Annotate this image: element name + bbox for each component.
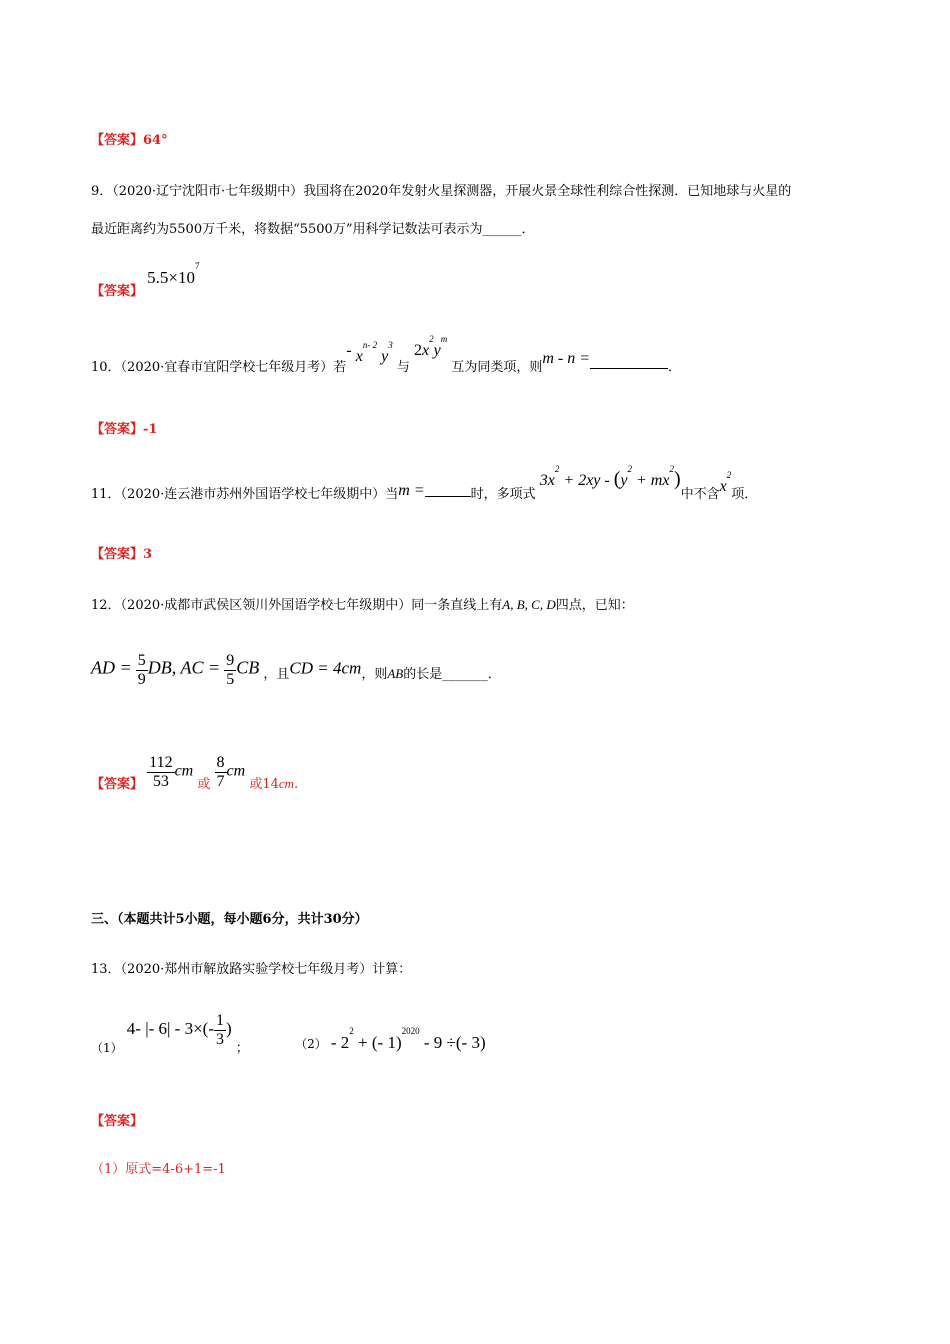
- q9-answer: [91, 261, 200, 299]
- answer-label: 【答案】: [91, 133, 144, 148]
- p1-expr: 4- |- 6| - 3×(- $\frac{1}{3}$ ): [126, 1012, 232, 1048]
- q12-line1: 12．（2020·成都市武侯区领川外国语学校七年级期中）同一条直线上有A, B, C, D四点，已知：: [91, 597, 634, 613]
- q11-answer: 【答案】3: [91, 547, 153, 562]
- section-title: 三、（本题共计5小题，每小题6分，共计30分）: [91, 912, 368, 927]
- q9-line2: 最近距离约为5500万千米，将数据“5500万”用科学记数法可表示为______．: [91, 222, 535, 237]
- q13-prefix: 13．（2020·郑州市解放路实验学校七年级月考）计算：: [91, 962, 412, 977]
- q13-answer-label: 【答案】: [91, 1114, 144, 1129]
- q10-question: 10．（2020·宜春市宜阳学校七年级月考）若- $x^{n- 2}$ $y^3$ 与 $2x^2y^m$ 互为同类项，则m - n =．: [91, 333, 682, 375]
- polynomial: $3x^2 + 2xy - (y^2 + mx^2)$: [539, 463, 681, 490]
- q12-equations: AD = $\frac{5}{9}$ DB, AC = $\frac{9}{5}$ CB ，且CD = 4cm，则AB的长是_______．: [91, 652, 501, 688]
- answer-formula: $5.5\times 10^7$: [147, 261, 200, 287]
- q12-answer: 【答案】 $\frac{112}{53}$ cm 或 $\frac{8}{7}$ cm 或14cm.: [91, 754, 299, 792]
- p2-expr: - $2^2$ + (- 1)$^{2020}$ - 9 ÷(- 3): [330, 1025, 486, 1052]
- q8-answer: [91, 129, 168, 148]
- q13-parts: （1） 4- |- 6| - 3×(- $\frac{1}{3}$ ) ； $(2) - 2^2$ + (- 1)$^{2020}$ - 9 ÷(- 3): [91, 1012, 486, 1056]
- answer-blank: [590, 368, 668, 369]
- answer-value: 64°: [143, 133, 168, 148]
- answer-blank: [425, 496, 471, 497]
- term1: $x^{n- 2}$ $y^3$: [355, 339, 393, 365]
- q13-solution-1: （1）原式=4-6+1=-1: [91, 1162, 226, 1177]
- q10-answer: 【答案】-1: [91, 422, 158, 437]
- q9-line1: 9．（2020·辽宁沈阳市·七年级期中）我国将在2020年发射火星探测器，开展火景全球性利综合性探测．已知地球与火星的: [91, 184, 792, 199]
- q10-expr: m - n =: [542, 350, 591, 367]
- q10-prefix: 10．（2020·宜春市宜阳学校七年级月考）若: [91, 360, 347, 375]
- term2: $2x^2y^m$: [414, 333, 448, 359]
- answer-label: 【答案】: [91, 284, 144, 299]
- q11-question: 11．（2020·连云港市苏州外国语学校七年级期中）当m = 时，多项式 $3x^2 + 2xy - (y^2 + mx^2)$中不含$x^2$项．: [91, 463, 758, 502]
